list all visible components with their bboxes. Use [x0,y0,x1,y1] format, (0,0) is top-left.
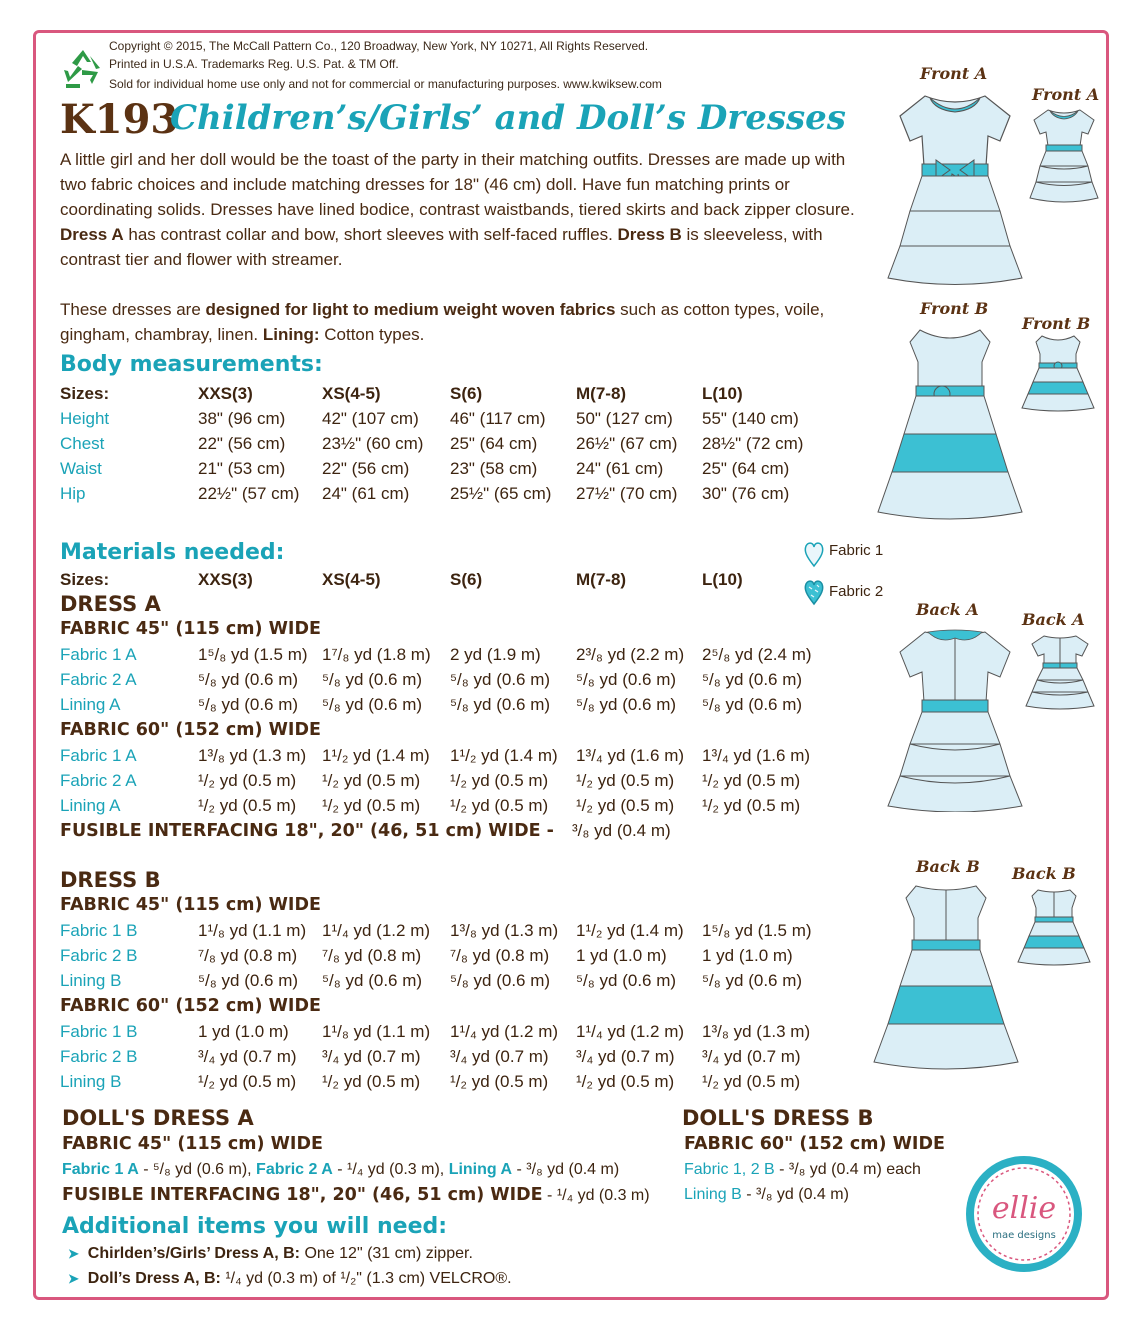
table-cell: ⁷/₈ yd (0.8 m) [322,946,422,965]
row-label: Fabric 2 A [60,670,137,689]
doll-material-run: Fabric 2 A [256,1161,333,1178]
table-cell: ⁵/₈ yd (0.6 m) [702,670,803,689]
table-cell: ⁵/₈ yd (0.6 m) [322,695,423,714]
table-cell: 1⁷/₈ yd (1.8 m) [322,645,431,664]
table-cell: 1⁵/₈ yd (1.5 m) [198,645,308,664]
paragraph-run: such as cotton types, voile, gingham, chambray, linen. [60,300,825,344]
table-cell: 25½" (65 cm) [450,484,552,503]
table-cell: 42" (107 cm) [322,409,419,428]
figure-label: Back A [916,600,979,619]
table-cell: ⁵/₈ yd (0.6 m) [450,695,551,714]
row-label: Chest [60,434,105,453]
table-cell: ³/₄ yd (0.7 m) [576,1047,675,1066]
table-cell: ³/₄ yd (0.7 m) [702,1047,801,1066]
table-cell: 46" (117 cm) [450,409,546,428]
table-cell: 1¹/₈ yd (1.1 m) [198,921,307,940]
row-label: Lining A [60,695,121,714]
figure-label: Back A [1022,610,1085,629]
size-header: L(10) [702,384,743,403]
additional-items-heading: Additional items you will need: [62,1214,448,1239]
table-cell: 1¹/₂ yd (1.4 m) [322,746,430,765]
fabric-paragraph [60,297,870,347]
table-cell: ⁵/₈ yd (0.6 m) [576,670,677,689]
fabric-width-heading: FABRIC 45" (115 cm) WIDE [60,895,321,915]
table-cell: ⁵/₈ yd (0.6 m) [702,695,803,714]
row-label: Fabric 2 B [60,946,138,965]
doll-material-run: Fabric 1 A [62,1161,139,1178]
row-label: Fabric 1 B [60,1022,138,1041]
table-cell: ¹/₂ yd (0.5 m) [322,771,421,790]
table-cell: 23½" (60 cm) [322,434,424,453]
table-cell: ¹/₂ yd (0.5 m) [702,796,801,815]
table-cell: 2 yd (1.9 m) [450,645,541,664]
size-header: XXS(3) [198,570,253,589]
table-cell: 1 yd (1.0 m) [702,946,793,965]
doll-dress-a-fabric-heading: FABRIC 45" (115 cm) WIDE [62,1134,323,1154]
table-cell: 1¹/₄ yd (1.2 m) [322,921,431,940]
table-cell: 38" (96 cm) [198,409,286,428]
fabric-width-heading: FABRIC 45" (115 cm) WIDE [60,619,321,639]
copyright-line: Copyright © 2015, The McCall Pattern Co., 120 Broadway, New York, NY 10271, All Rights Reserved. [109,39,649,53]
table-cell: 26½" (67 cm) [576,434,678,453]
doll-dress-a-heading: DOLL'S DRESS A [62,1106,254,1130]
table-cell: 1¹/₄ yd (1.2 m) [450,1022,559,1041]
row-label: Waist [60,459,102,478]
row-label: Height [60,409,110,428]
table-cell: 28½" (72 cm) [702,434,804,453]
figure-label: Back B [1012,864,1076,883]
table-cell: 1¹/₄ yd (1.2 m) [576,1022,685,1041]
table-cell: ¹/₂ yd (0.5 m) [702,1072,801,1091]
doll-dress-a-front-illustration [1024,104,1104,204]
doll-dress-a-back-illustration [1020,632,1100,712]
dress-b-back-illustration [866,880,1026,1070]
materials-heading: Materials needed: [60,540,285,565]
table-cell: ¹/₂ yd (0.5 m) [702,771,801,790]
legend-fabric-2: Fabric 2 [829,583,884,600]
row-label: Lining B [60,971,122,990]
table-cell: 1 yd (1.0 m) [198,1022,289,1041]
dress-heading: DRESS B [60,868,161,892]
table-cell: ¹/₂ yd (0.5 m) [322,796,421,815]
doll-material-run: - ³/₈ yd (0.4 m) [512,1161,620,1178]
table-cell: ¹/₂ yd (0.5 m) [322,1072,421,1091]
figure-label: Front B [1022,314,1091,333]
size-header: S(6) [450,384,483,403]
doll-material-run: - ¹/₄ yd (0.3 m), [332,1161,449,1178]
table-cell: 2³/₈ yd (2.2 m) [576,645,685,664]
table-cell: ⁵/₈ yd (0.6 m) [198,670,299,689]
table-cell: ¹/₂ yd (0.5 m) [198,771,297,790]
body-measurements-heading: Body measurements: [60,352,323,377]
figure-label: Front B [920,299,989,318]
paragraph-run: Cotton types. [319,325,425,344]
table-cell: 25" (64 cm) [450,434,538,453]
svg-text:ellie: ellie [991,1191,1057,1226]
dress-a-front-illustration [880,86,1030,286]
table-cell: 1¹/₈ yd (1.1 m) [322,1022,431,1041]
doll-dress-b-back-illustration [1012,886,1096,966]
table-cell: 1 yd (1.0 m) [576,946,667,965]
row-label: Fabric 1 B [60,921,138,940]
table-cell: ⁵/₈ yd (0.6 m) [322,971,423,990]
dress-b-front-illustration [870,322,1030,522]
fabric-2-heart-icon [803,578,825,606]
fabric-width-heading: FABRIC 60" (152 cm) WIDE [60,996,321,1016]
table-cell: ⁵/₈ yd (0.6 m) [322,670,423,689]
legend-fabric-1: Fabric 1 [829,542,884,559]
bullet-arrow-icon: ➤ [68,1246,79,1261]
table-cell: 22" (56 cm) [198,434,286,453]
table-cell: 27½" (70 cm) [576,484,678,503]
bullet-arrow-icon: ➤ [68,1271,79,1286]
table-cell: ⁵/₈ yd (0.6 m) [702,971,803,990]
copyright-line: Printed in U.S.A. Trademarks Reg. U.S. Pat. & TM Off. [109,57,399,71]
table-cell: 22½" (57 cm) [198,484,300,503]
paragraph-run: Lining: [262,325,320,344]
table-cell: 1³/₄ yd (1.6 m) [576,746,685,765]
table-cell: ⁵/₈ yd (0.6 m) [450,971,551,990]
table-cell: ⁵/₈ yd (0.6 m) [198,971,299,990]
table-cell: 30" (76 cm) [702,484,790,503]
paragraph-run: has contrast collar and bow, short sleeves with self-faced ruffles. [123,225,618,244]
size-header: L(10) [702,570,743,589]
doll-dress-b-lining-line: Lining B - ³/₈ yd (0.4 m) [684,1186,849,1203]
interfacing-label: FUSIBLE INTERFACING 18", 20" (46, 51 cm) WIDE - [60,821,554,841]
doll-dress-b-heading: DOLL'S DRESS B [682,1106,874,1130]
sizes-label: Sizes: [60,384,110,403]
table-cell: ¹/₂ yd (0.5 m) [198,1072,297,1091]
table-cell: 24" (61 cm) [576,459,664,478]
figure-label: Back B [916,857,980,876]
table-cell: 1³/₈ yd (1.3 m) [702,1022,811,1041]
size-header: XS(4-5) [322,570,381,589]
paragraph-run: These dresses are [60,300,206,319]
table-cell: ¹/₂ yd (0.5 m) [576,796,675,815]
table-cell: 1⁵/₈ yd (1.5 m) [702,921,812,940]
dress-a-back-illustration [880,622,1030,812]
table-cell: ⁵/₈ yd (0.6 m) [576,971,677,990]
table-cell: ⁷/₈ yd (0.8 m) [450,946,550,965]
table-cell: 22" (56 cm) [322,459,410,478]
table-cell: ⁵/₈ yd (0.6 m) [576,695,677,714]
size-header: XXS(3) [198,384,253,403]
table-cell: 23" (58 cm) [450,459,538,478]
row-label: Lining B [60,1072,122,1091]
paragraph-run: Dress B [617,225,682,244]
table-cell: ³/₄ yd (0.7 m) [322,1047,421,1066]
paragraph-run: designed for light to medium weight woven fabrics [205,300,616,319]
ellie-mae-designs-logo [962,1152,1086,1276]
table-cell: 25" (64 cm) [702,459,790,478]
figure-label: Front A [1032,85,1100,104]
size-header: XS(4-5) [322,384,381,403]
size-header: M(7-8) [576,570,627,589]
table-cell: ¹/₂ yd (0.5 m) [576,1072,675,1091]
doll-material-run: Lining A [448,1161,513,1178]
table-cell: 1³/₈ yd (1.3 m) [450,921,559,940]
table-cell: ¹/₂ yd (0.5 m) [450,771,549,790]
paragraph-run: is sleeveless, with contrast tier and flower with streamer. [60,225,823,269]
doll-material-run: - ⁵/₈ yd (0.6 m), [138,1161,257,1178]
table-cell: ³/₄ yd (0.7 m) [198,1047,297,1066]
table-cell: 1¹/₂ yd (1.4 m) [576,921,684,940]
paragraph-run: Dress A [60,225,124,244]
row-label: Fabric 2 A [60,771,137,790]
additional-item: ➤ Chirlden’s/Girls’ Dress A, B: One 12" (31 cm) zipper. [68,1245,473,1262]
recycle-icon [60,46,106,92]
size-header: S(6) [450,570,483,589]
pattern-code: K193 [60,96,179,143]
description-paragraph [60,147,870,272]
table-cell: 24" (61 cm) [322,484,410,503]
table-cell: ¹/₂ yd (0.5 m) [198,796,297,815]
fabric-1-heart-icon [803,540,825,568]
interfacing-value: ³/₈ yd (0.4 m) [572,821,671,840]
table-cell: ³/₄ yd (0.7 m) [450,1047,549,1066]
doll-dress-b-front-illustration [1018,332,1098,412]
row-label: Fabric 2 B [60,1047,138,1066]
row-label: Fabric 1 A [60,746,137,765]
table-cell: 50" (127 cm) [576,409,673,428]
table-cell: 21" (53 cm) [198,459,286,478]
table-cell: 1³/₄ yd (1.6 m) [702,746,811,765]
svg-text:mae designs: mae designs [992,1230,1056,1241]
table-cell: 1¹/₂ yd (1.4 m) [450,746,558,765]
table-cell: ¹/₂ yd (0.5 m) [576,771,675,790]
doll-dress-b-fabric-line: Fabric 1, 2 B - ³/₈ yd (0.4 m) each [684,1161,921,1178]
table-cell: 1³/₈ yd (1.3 m) [198,746,307,765]
table-cell: 2⁵/₈ yd (2.4 m) [702,645,812,664]
row-label: Hip [60,484,86,503]
copyright-line: Sold for individual home use only and not for commercial or manufacturing purposes. www.kwiksew.com [109,77,662,91]
table-cell: ⁷/₈ yd (0.8 m) [198,946,298,965]
page-title: Children’s/Girls’ and Doll’s Dresses [170,98,846,138]
table-cell: ¹/₂ yd (0.5 m) [450,796,549,815]
row-label: Fabric 1 A [60,645,137,664]
size-header: M(7-8) [576,384,627,403]
paragraph-run: A little girl and her doll would be the toast of the party in their matching outfits. Dresses are made up with two fabric choices and include matching dresses for 18" (46 cm) doll. Have fun matching prints or coordinating solids. Dresses have lined bodice, contrast waistbands, tiered skirts and back zipper closure. [60,150,855,219]
fabric-width-heading: FABRIC 60" (152 cm) WIDE [60,720,321,740]
sizes-label: Sizes: [60,570,110,589]
table-cell: ⁵/₈ yd (0.6 m) [450,670,551,689]
table-cell: ¹/₂ yd (0.5 m) [450,1072,549,1091]
dress-heading: DRESS A [60,592,161,616]
additional-item: ➤ Doll’s Dress A, B: ¹/₄ yd (0.3 m) of ¹/₂" (1.3 cm) VELCRO®. [68,1270,512,1287]
doll-dress-a-fabric-line [62,1161,619,1179]
table-cell: 55" (140 cm) [702,409,799,428]
doll-dress-a-interfacing-line: FUSIBLE INTERFACING 18", 20" (46, 51 cm) WIDE - ¹/₄ yd (0.3 m) [62,1185,650,1205]
table-cell: ⁵/₈ yd (0.6 m) [198,695,299,714]
doll-dress-b-fabric-heading: FABRIC 60" (152 cm) WIDE [684,1134,945,1154]
row-label: Lining A [60,796,121,815]
figure-label: Front A [920,64,988,83]
